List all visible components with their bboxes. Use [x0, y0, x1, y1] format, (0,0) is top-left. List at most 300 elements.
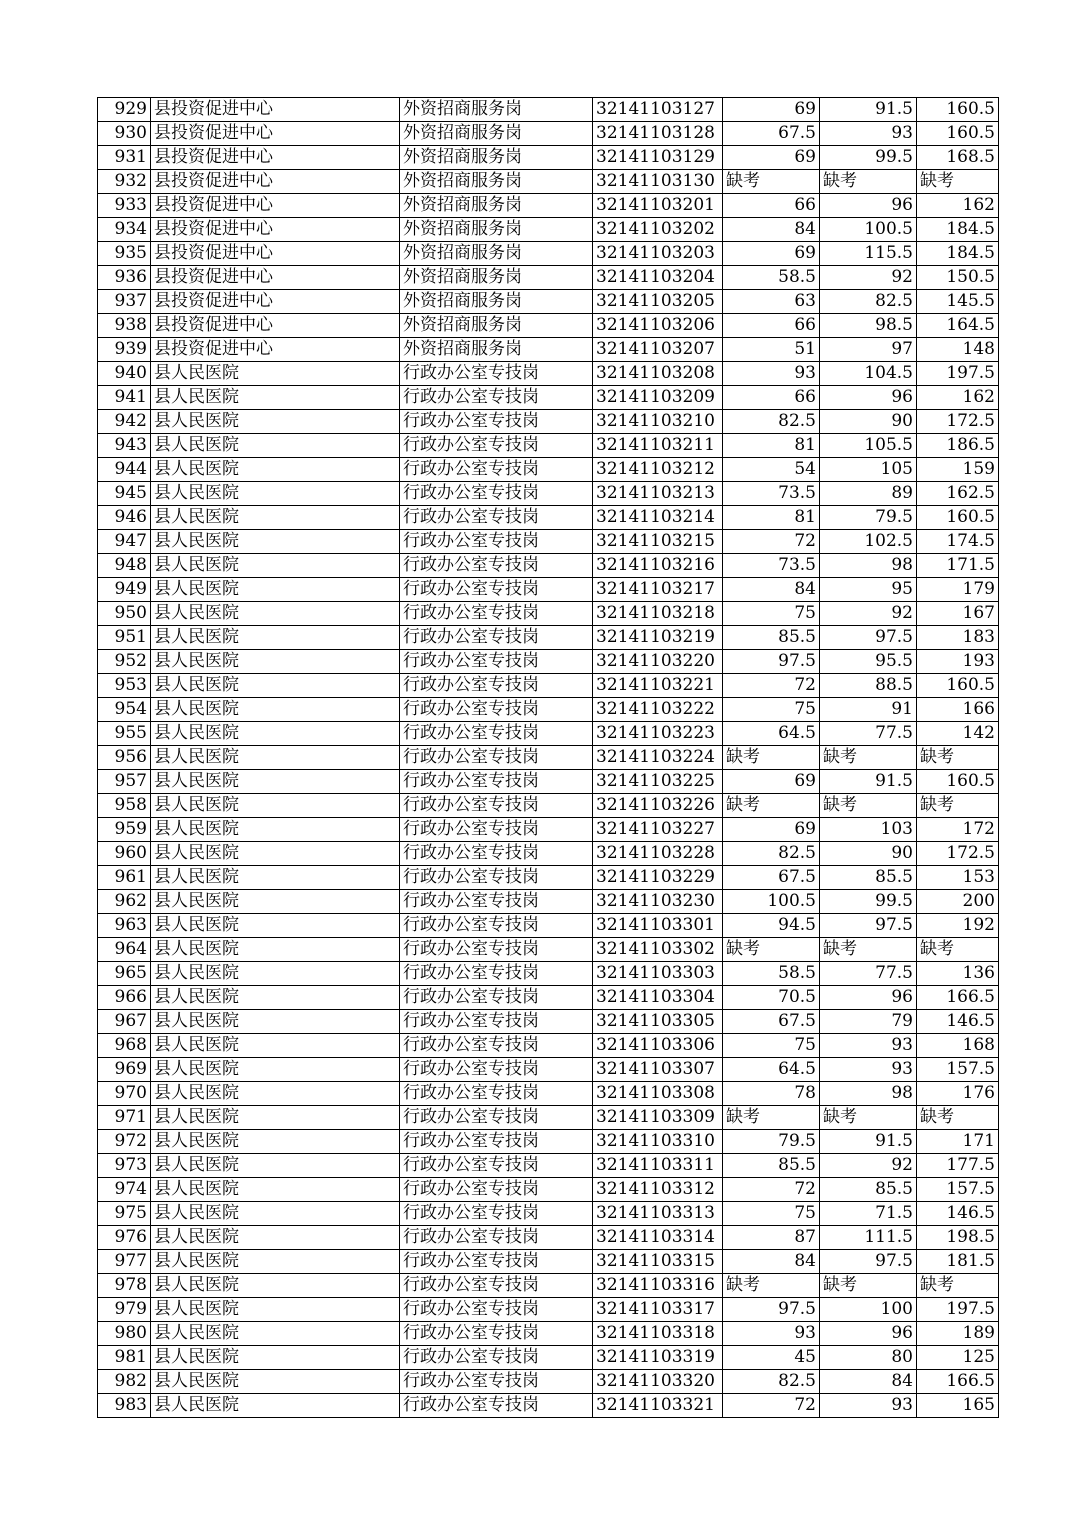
total-score-cell: 缺考 — [917, 1106, 999, 1130]
position-cell: 行政办公室专技岗 — [400, 1106, 593, 1130]
score-2-cell: 91.5 — [820, 98, 917, 122]
score-1-cell: 97.5 — [723, 650, 820, 674]
unit-cell: 县人民医院 — [151, 1274, 400, 1298]
table-row — [98, 1034, 999, 1058]
score-2-cell: 90 — [820, 410, 917, 434]
score-2-cell: 92 — [820, 1154, 917, 1178]
row-number-cell: 975 — [98, 1202, 151, 1226]
row-number-cell: 936 — [98, 266, 151, 290]
score-2-cell: 93 — [820, 1394, 917, 1418]
exam-id-cell: 32141103215 — [593, 530, 723, 554]
total-score-cell: 160.5 — [917, 98, 999, 122]
position-cell: 行政办公室专技岗 — [400, 770, 593, 794]
row-number-cell: 960 — [98, 842, 151, 866]
total-score-cell: 171.5 — [917, 554, 999, 578]
row-number-cell: 931 — [98, 146, 151, 170]
row-number-cell: 966 — [98, 986, 151, 1010]
total-score-cell: 162 — [917, 194, 999, 218]
unit-cell: 县人民医院 — [151, 914, 400, 938]
exam-id-cell: 32141103316 — [593, 1274, 723, 1298]
unit-cell: 县投资促进中心 — [151, 290, 400, 314]
exam-id-cell: 32141103204 — [593, 266, 723, 290]
unit-cell: 县投资促进中心 — [151, 98, 400, 122]
score-1-cell: 73.5 — [723, 482, 820, 506]
table-row — [98, 746, 999, 770]
unit-cell: 县人民医院 — [151, 1058, 400, 1082]
score-1-cell: 缺考 — [723, 746, 820, 770]
position-cell: 行政办公室专技岗 — [400, 818, 593, 842]
row-number-cell: 973 — [98, 1154, 151, 1178]
score-2-cell: 85.5 — [820, 866, 917, 890]
row-number-cell: 948 — [98, 554, 151, 578]
table-row — [98, 506, 999, 530]
table-row — [98, 98, 999, 122]
score-1-cell: 75 — [723, 602, 820, 626]
total-score-cell: 172.5 — [917, 842, 999, 866]
score-1-cell: 81 — [723, 434, 820, 458]
table-row — [98, 1082, 999, 1106]
unit-cell: 县人民医院 — [151, 818, 400, 842]
table-row — [98, 1322, 999, 1346]
table-row — [98, 530, 999, 554]
total-score-cell: 160.5 — [917, 506, 999, 530]
table-row — [98, 386, 999, 410]
score-1-cell: 73.5 — [723, 554, 820, 578]
score-2-cell: 105.5 — [820, 434, 917, 458]
total-score-cell: 186.5 — [917, 434, 999, 458]
row-number-cell: 958 — [98, 794, 151, 818]
unit-cell: 县投资促进中心 — [151, 146, 400, 170]
total-score-cell: 162.5 — [917, 482, 999, 506]
score-2-cell: 98.5 — [820, 314, 917, 338]
score-2-cell: 104.5 — [820, 362, 917, 386]
exam-id-cell: 32141103302 — [593, 938, 723, 962]
score-2-cell: 92 — [820, 266, 917, 290]
score-2-cell: 84 — [820, 1370, 917, 1394]
position-cell: 行政办公室专技岗 — [400, 1178, 593, 1202]
table-row — [98, 362, 999, 386]
position-cell: 行政办公室专技岗 — [400, 1010, 593, 1034]
score-2-cell: 80 — [820, 1346, 917, 1370]
table-row — [98, 602, 999, 626]
score-1-cell: 82.5 — [723, 1370, 820, 1394]
row-number-cell: 946 — [98, 506, 151, 530]
total-score-cell: 142 — [917, 722, 999, 746]
row-number-cell: 955 — [98, 722, 151, 746]
score-1-cell: 69 — [723, 770, 820, 794]
position-cell: 行政办公室专技岗 — [400, 482, 593, 506]
score-table-body — [98, 98, 999, 1418]
score-2-cell: 96 — [820, 1322, 917, 1346]
unit-cell: 县人民医院 — [151, 530, 400, 554]
position-cell: 行政办公室专技岗 — [400, 1154, 593, 1178]
table-row — [98, 818, 999, 842]
unit-cell: 县人民医院 — [151, 578, 400, 602]
score-2-cell: 98 — [820, 1082, 917, 1106]
score-1-cell: 63 — [723, 290, 820, 314]
exam-id-cell: 32141103216 — [593, 554, 723, 578]
exam-id-cell: 32141103129 — [593, 146, 723, 170]
exam-id-cell: 32141103224 — [593, 746, 723, 770]
row-number-cell: 959 — [98, 818, 151, 842]
exam-id-cell: 32141103222 — [593, 698, 723, 722]
row-number-cell: 942 — [98, 410, 151, 434]
exam-id-cell: 32141103218 — [593, 602, 723, 626]
unit-cell: 县人民医院 — [151, 1322, 400, 1346]
row-number-cell: 982 — [98, 1370, 151, 1394]
table-row — [98, 146, 999, 170]
position-cell: 外资招商服务岗 — [400, 314, 593, 338]
exam-id-cell: 32141103202 — [593, 218, 723, 242]
exam-id-cell: 32141103206 — [593, 314, 723, 338]
row-number-cell: 945 — [98, 482, 151, 506]
score-2-cell: 99.5 — [820, 890, 917, 914]
score-2-cell: 缺考 — [820, 1106, 917, 1130]
position-cell: 行政办公室专技岗 — [400, 1298, 593, 1322]
total-score-cell: 缺考 — [917, 746, 999, 770]
exam-id-cell: 32141103320 — [593, 1370, 723, 1394]
unit-cell: 县人民医院 — [151, 842, 400, 866]
table-row — [98, 1106, 999, 1130]
unit-cell: 县人民医院 — [151, 722, 400, 746]
exam-id-cell: 32141103317 — [593, 1298, 723, 1322]
row-number-cell: 940 — [98, 362, 151, 386]
table-row — [98, 1394, 999, 1418]
score-1-cell: 79.5 — [723, 1130, 820, 1154]
table-row — [98, 338, 999, 362]
unit-cell: 县人民医院 — [151, 1154, 400, 1178]
exam-id-cell: 32141103309 — [593, 1106, 723, 1130]
unit-cell: 县人民医院 — [151, 1178, 400, 1202]
score-2-cell: 96 — [820, 986, 917, 1010]
score-1-cell: 缺考 — [723, 1274, 820, 1298]
total-score-cell: 179 — [917, 578, 999, 602]
score-1-cell: 缺考 — [723, 938, 820, 962]
row-number-cell: 934 — [98, 218, 151, 242]
exam-id-cell: 32141103219 — [593, 626, 723, 650]
exam-id-cell: 32141103230 — [593, 890, 723, 914]
position-cell: 行政办公室专技岗 — [400, 1226, 593, 1250]
unit-cell: 县人民医院 — [151, 650, 400, 674]
score-2-cell: 85.5 — [820, 1178, 917, 1202]
table-row — [98, 1298, 999, 1322]
table-row — [98, 914, 999, 938]
position-cell: 行政办公室专技岗 — [400, 722, 593, 746]
unit-cell: 县人民医院 — [151, 410, 400, 434]
position-cell: 行政办公室专技岗 — [400, 674, 593, 698]
score-2-cell: 98 — [820, 554, 917, 578]
row-number-cell: 950 — [98, 602, 151, 626]
score-1-cell: 72 — [723, 530, 820, 554]
exam-id-cell: 32141103211 — [593, 434, 723, 458]
total-score-cell: 166.5 — [917, 1370, 999, 1394]
table-row — [98, 938, 999, 962]
position-cell: 行政办公室专技岗 — [400, 626, 593, 650]
table-row — [98, 698, 999, 722]
row-number-cell: 938 — [98, 314, 151, 338]
position-cell: 行政办公室专技岗 — [400, 386, 593, 410]
total-score-cell: 159 — [917, 458, 999, 482]
row-number-cell: 963 — [98, 914, 151, 938]
exam-id-cell: 32141103203 — [593, 242, 723, 266]
position-cell: 行政办公室专技岗 — [400, 914, 593, 938]
score-2-cell: 93 — [820, 1058, 917, 1082]
exam-id-cell: 32141103312 — [593, 1178, 723, 1202]
total-score-cell: 160.5 — [917, 122, 999, 146]
score-1-cell: 72 — [723, 674, 820, 698]
unit-cell: 县人民医院 — [151, 434, 400, 458]
total-score-cell: 160.5 — [917, 770, 999, 794]
score-1-cell: 93 — [723, 362, 820, 386]
row-number-cell: 976 — [98, 1226, 151, 1250]
position-cell: 行政办公室专技岗 — [400, 1346, 593, 1370]
row-number-cell: 957 — [98, 770, 151, 794]
score-1-cell: 67.5 — [723, 866, 820, 890]
table-row — [98, 434, 999, 458]
total-score-cell: 197.5 — [917, 362, 999, 386]
score-2-cell: 97.5 — [820, 914, 917, 938]
row-number-cell: 935 — [98, 242, 151, 266]
exam-id-cell: 32141103214 — [593, 506, 723, 530]
row-number-cell: 951 — [98, 626, 151, 650]
row-number-cell: 949 — [98, 578, 151, 602]
row-number-cell: 932 — [98, 170, 151, 194]
total-score-cell: 183 — [917, 626, 999, 650]
exam-id-cell: 32141103226 — [593, 794, 723, 818]
position-cell: 行政办公室专技岗 — [400, 986, 593, 1010]
score-1-cell: 78 — [723, 1082, 820, 1106]
score-1-cell: 85.5 — [723, 1154, 820, 1178]
score-2-cell: 102.5 — [820, 530, 917, 554]
total-score-cell: 146.5 — [917, 1202, 999, 1226]
score-2-cell: 93 — [820, 122, 917, 146]
score-2-cell: 97.5 — [820, 1250, 917, 1274]
exam-id-cell: 32141103303 — [593, 962, 723, 986]
unit-cell: 县人民医院 — [151, 1394, 400, 1418]
score-1-cell: 缺考 — [723, 794, 820, 818]
row-number-cell: 967 — [98, 1010, 151, 1034]
score-2-cell: 100.5 — [820, 218, 917, 242]
score-1-cell: 64.5 — [723, 1058, 820, 1082]
exam-id-cell: 32141103304 — [593, 986, 723, 1010]
position-cell: 行政办公室专技岗 — [400, 962, 593, 986]
total-score-cell: 172 — [917, 818, 999, 842]
unit-cell: 县人民医院 — [151, 746, 400, 770]
score-2-cell: 缺考 — [820, 794, 917, 818]
position-cell: 外资招商服务岗 — [400, 194, 593, 218]
exam-id-cell: 32141103208 — [593, 362, 723, 386]
position-cell: 行政办公室专技岗 — [400, 938, 593, 962]
score-2-cell: 100 — [820, 1298, 917, 1322]
exam-id-cell: 32141103306 — [593, 1034, 723, 1058]
table-row — [98, 1058, 999, 1082]
unit-cell: 县人民医院 — [151, 1106, 400, 1130]
total-score-cell: 145.5 — [917, 290, 999, 314]
score-2-cell: 103 — [820, 818, 917, 842]
position-cell: 外资招商服务岗 — [400, 122, 593, 146]
exam-id-cell: 32141103205 — [593, 290, 723, 314]
row-number-cell: 970 — [98, 1082, 151, 1106]
row-number-cell: 965 — [98, 962, 151, 986]
score-1-cell: 84 — [723, 578, 820, 602]
score-1-cell: 97.5 — [723, 1298, 820, 1322]
score-2-cell: 91.5 — [820, 770, 917, 794]
unit-cell: 县投资促进中心 — [151, 242, 400, 266]
score-1-cell: 缺考 — [723, 1106, 820, 1130]
table-row — [98, 1010, 999, 1034]
score-2-cell: 96 — [820, 386, 917, 410]
unit-cell: 县人民医院 — [151, 362, 400, 386]
exam-id-cell: 32141103310 — [593, 1130, 723, 1154]
position-cell: 行政办公室专技岗 — [400, 1058, 593, 1082]
exam-id-cell: 32141103220 — [593, 650, 723, 674]
position-cell: 行政办公室专技岗 — [400, 1082, 593, 1106]
total-score-cell: 168 — [917, 1034, 999, 1058]
exam-id-cell: 32141103314 — [593, 1226, 723, 1250]
total-score-cell: 193 — [917, 650, 999, 674]
score-2-cell: 缺考 — [820, 938, 917, 962]
score-2-cell: 97 — [820, 338, 917, 362]
unit-cell: 县投资促进中心 — [151, 218, 400, 242]
exam-id-cell: 32141103130 — [593, 170, 723, 194]
table-row — [98, 458, 999, 482]
position-cell: 行政办公室专技岗 — [400, 410, 593, 434]
unit-cell: 县人民医院 — [151, 554, 400, 578]
table-row — [98, 842, 999, 866]
unit-cell: 县人民医院 — [151, 482, 400, 506]
score-2-cell: 缺考 — [820, 746, 917, 770]
score-1-cell: 64.5 — [723, 722, 820, 746]
row-number-cell: 981 — [98, 1346, 151, 1370]
score-1-cell: 69 — [723, 242, 820, 266]
row-number-cell: 933 — [98, 194, 151, 218]
score-1-cell: 72 — [723, 1394, 820, 1418]
position-cell: 行政办公室专技岗 — [400, 1274, 593, 1298]
total-score-cell: 176 — [917, 1082, 999, 1106]
total-score-cell: 181.5 — [917, 1250, 999, 1274]
unit-cell: 县人民医院 — [151, 794, 400, 818]
unit-cell: 县人民医院 — [151, 1226, 400, 1250]
row-number-cell: 953 — [98, 674, 151, 698]
position-cell: 行政办公室专技岗 — [400, 1202, 593, 1226]
exam-id-cell: 32141103321 — [593, 1394, 723, 1418]
exam-id-cell: 32141103229 — [593, 866, 723, 890]
total-score-cell: 157.5 — [917, 1058, 999, 1082]
row-number-cell: 980 — [98, 1322, 151, 1346]
total-score-cell: 162 — [917, 386, 999, 410]
score-table — [97, 97, 999, 1418]
table-row — [98, 1250, 999, 1274]
total-score-cell: 184.5 — [917, 218, 999, 242]
row-number-cell: 939 — [98, 338, 151, 362]
exam-id-cell: 32141103210 — [593, 410, 723, 434]
exam-id-cell: 32141103128 — [593, 122, 723, 146]
table-row — [98, 866, 999, 890]
score-1-cell: 58.5 — [723, 962, 820, 986]
score-1-cell: 45 — [723, 1346, 820, 1370]
row-number-cell: 964 — [98, 938, 151, 962]
exam-id-cell: 32141103301 — [593, 914, 723, 938]
score-1-cell: 84 — [723, 1250, 820, 1274]
exam-id-cell: 32141103318 — [593, 1322, 723, 1346]
score-2-cell: 90 — [820, 842, 917, 866]
table-row — [98, 1154, 999, 1178]
position-cell: 外资招商服务岗 — [400, 266, 593, 290]
table-row — [98, 410, 999, 434]
unit-cell: 县人民医院 — [151, 1346, 400, 1370]
score-1-cell: 51 — [723, 338, 820, 362]
row-number-cell: 974 — [98, 1178, 151, 1202]
position-cell: 外资招商服务岗 — [400, 290, 593, 314]
unit-cell: 县投资促进中心 — [151, 314, 400, 338]
row-number-cell: 979 — [98, 1298, 151, 1322]
position-cell: 行政办公室专技岗 — [400, 1034, 593, 1058]
total-score-cell: 198.5 — [917, 1226, 999, 1250]
total-score-cell: 171 — [917, 1130, 999, 1154]
table-row — [98, 290, 999, 314]
exam-id-cell: 32141103209 — [593, 386, 723, 410]
unit-cell: 县人民医院 — [151, 770, 400, 794]
row-number-cell: 952 — [98, 650, 151, 674]
total-score-cell: 168.5 — [917, 146, 999, 170]
row-number-cell: 971 — [98, 1106, 151, 1130]
total-score-cell: 160.5 — [917, 674, 999, 698]
table-row — [98, 794, 999, 818]
total-score-cell: 146.5 — [917, 1010, 999, 1034]
total-score-cell: 148 — [917, 338, 999, 362]
score-2-cell: 96 — [820, 194, 917, 218]
score-2-cell: 97.5 — [820, 626, 917, 650]
total-score-cell: 189 — [917, 1322, 999, 1346]
unit-cell: 县人民医院 — [151, 1010, 400, 1034]
table-row — [98, 1346, 999, 1370]
row-number-cell: 956 — [98, 746, 151, 770]
row-number-cell: 983 — [98, 1394, 151, 1418]
table-row — [98, 962, 999, 986]
score-1-cell: 75 — [723, 698, 820, 722]
total-score-cell: 165 — [917, 1394, 999, 1418]
score-1-cell: 66 — [723, 194, 820, 218]
total-score-cell: 192 — [917, 914, 999, 938]
table-row — [98, 554, 999, 578]
unit-cell: 县人民医院 — [151, 602, 400, 626]
exam-id-cell: 32141103201 — [593, 194, 723, 218]
total-score-cell: 136 — [917, 962, 999, 986]
score-2-cell: 105 — [820, 458, 917, 482]
score-1-cell: 66 — [723, 314, 820, 338]
unit-cell: 县人民医院 — [151, 986, 400, 1010]
position-cell: 行政办公室专技岗 — [400, 650, 593, 674]
table-row — [98, 986, 999, 1010]
position-cell: 外资招商服务岗 — [400, 170, 593, 194]
position-cell: 行政办公室专技岗 — [400, 506, 593, 530]
table-row — [98, 314, 999, 338]
position-cell: 行政办公室专技岗 — [400, 890, 593, 914]
score-1-cell: 72 — [723, 1178, 820, 1202]
score-2-cell: 111.5 — [820, 1226, 917, 1250]
table-row — [98, 578, 999, 602]
score-1-cell: 69 — [723, 146, 820, 170]
score-2-cell: 缺考 — [820, 170, 917, 194]
table-row — [98, 194, 999, 218]
score-1-cell: 82.5 — [723, 842, 820, 866]
total-score-cell: 184.5 — [917, 242, 999, 266]
position-cell: 行政办公室专技岗 — [400, 1130, 593, 1154]
table-row — [98, 650, 999, 674]
total-score-cell: 150.5 — [917, 266, 999, 290]
exam-id-cell: 32141103223 — [593, 722, 723, 746]
exam-id-cell: 32141103315 — [593, 1250, 723, 1274]
